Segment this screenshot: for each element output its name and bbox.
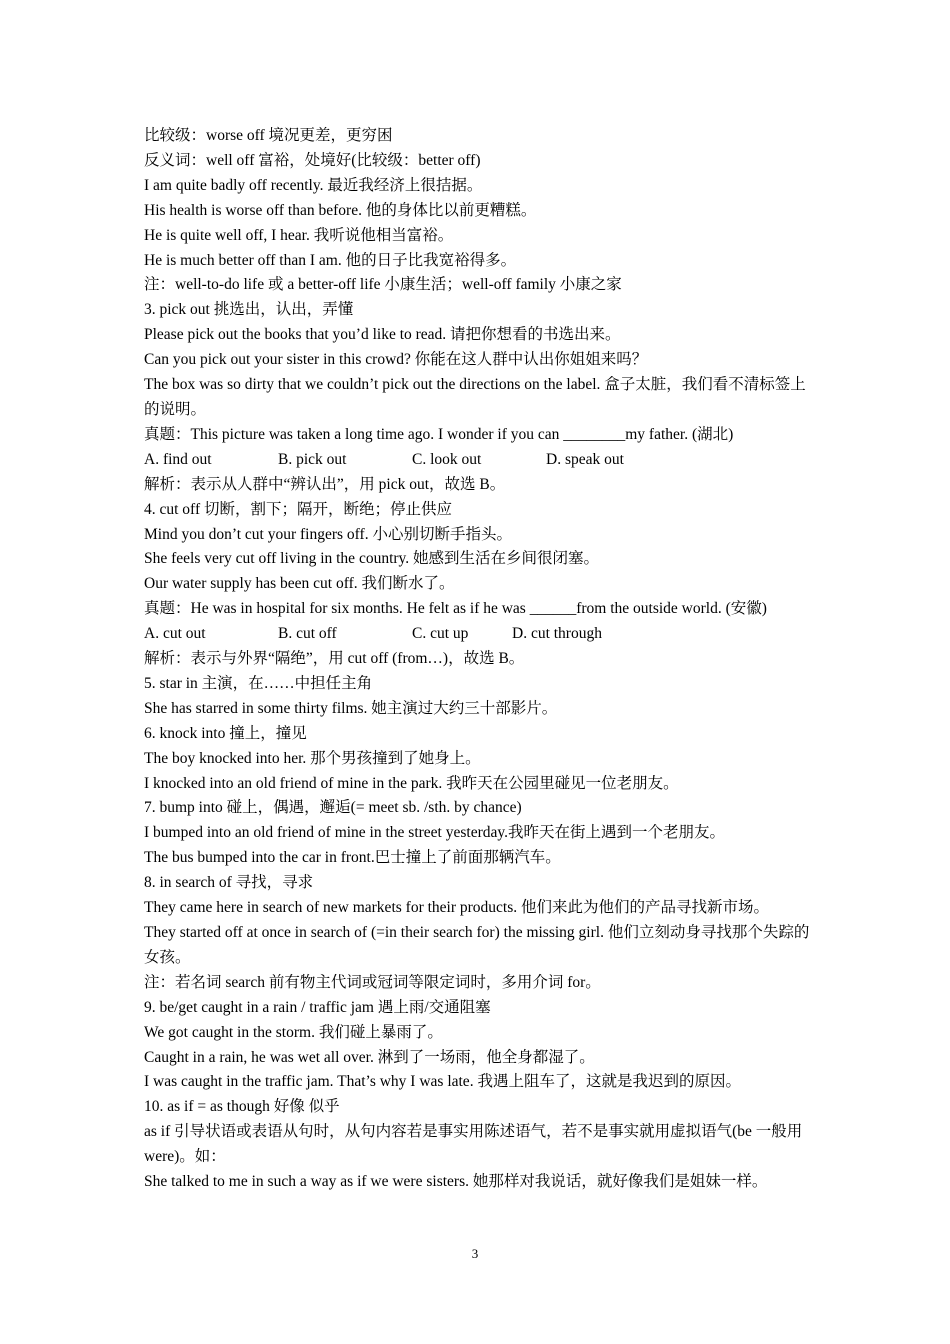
option-a: A. find out	[144, 450, 212, 468]
text-line: Please pick out the books that you’d like to read. 请把你想看的书选出来。	[144, 326, 621, 344]
text-line: The bus bumped into the car in front.巴士撞上了前面那辆汽车。	[144, 849, 561, 867]
text-line: Caught in a rain, he was wet all over. 淋到了一场雨，他全身都湿了。	[144, 1048, 595, 1066]
text-line: I bumped into an old friend of mine in the street yesterday.我昨天在街上遇到一个老朋友。	[144, 824, 726, 842]
text-line: Can you pick out your sister in this crowd? 你能在这人群中认出你姐姐来吗？	[144, 351, 648, 369]
answer-options	[144, 622, 816, 647]
text-line: The box was so dirty that we couldn’t pick out the directions on the label. 盒子太脏，我们看不清标签上的说明。	[144, 376, 806, 418]
text-line: 反义词：well off 富裕，处境好(比较级：better off)	[144, 151, 481, 169]
exam-question: 真题：He was in hospital for six months. He felt as if he was ______from the outside world. (安徽)	[144, 600, 767, 618]
text-line: The boy knocked into her. 那个男孩撞到了她身上。	[144, 749, 481, 767]
document-body	[144, 124, 816, 1195]
text-line: They started off at once in search of (=in their search for) the missing girl. 他们立刻动身寻找那个失踪的女孩。	[144, 924, 810, 966]
section-heading: 3. pick out 挑选出，认出，弄懂	[144, 301, 354, 319]
explanation-line: 解析：表示与外界“隔绝”，用 cut off (from…)，故选 B。	[144, 650, 525, 668]
text-line: They came here in search of new markets for their products. 他们来此为他们的产品寻找新市场。	[144, 899, 770, 917]
section-heading: 7. bump into 碰上，偶遇，邂逅(= meet sb. /sth. by chance)	[144, 799, 522, 817]
section-heading: 8. in search of 寻找，寻求	[144, 874, 314, 892]
text-line: She has starred in some thirty films. 她主演过大约三十部影片。	[144, 699, 558, 717]
text-line: I am quite badly off recently. 最近我经济上很拮据。	[144, 176, 483, 194]
text-line: He is quite well off, I hear. 我听说他相当富裕。	[144, 226, 454, 244]
section-heading: 4. cut off 切断，割下；隔开，断绝；停止供应	[144, 500, 452, 518]
option-c: C. cut up	[412, 625, 469, 643]
text-line: Mind you don’t cut your fingers off. 小心别切断手指头。	[144, 525, 512, 543]
option-b: B. cut off	[278, 625, 337, 643]
text-line: We got caught in the storm. 我们碰上暴雨了。	[144, 1023, 443, 1041]
note-line: 注：well-to-do life 或 a better-off life 小康生活；well-off family 小康之家	[144, 276, 622, 294]
option-a: A. cut out	[144, 625, 206, 643]
section-heading: 10. as if = as though 好像 似乎	[144, 1098, 340, 1116]
text-line: as if 引导状语或表语从句时，从句内容若是事实用陈述语气，若不是事实就用虚拟语气(be 一般用 were)。如：	[144, 1123, 807, 1166]
text-line: I was caught in the traffic jam. That’s why I was late. 我遇上阻车了，这就是我迟到的原因。	[144, 1073, 741, 1091]
section-heading: 6. knock into 撞上，撞见	[144, 724, 307, 742]
text-line: She feels very cut off living in the country. 她感到生活在乡间很闭塞。	[144, 550, 600, 568]
section-heading: 9. be/get caught in a rain / traffic jam 遇上雨/交通阻塞	[144, 998, 491, 1016]
answer-options	[144, 448, 816, 473]
text-line: I knocked into an old friend of mine in the park. 我昨天在公园里碰见一位老朋友。	[144, 774, 679, 792]
explanation-line: 解析：表示从人群中“辨认出”，用 pick out，故选 B。	[144, 475, 506, 493]
text-line: Our water supply has been cut off. 我们断水了。	[144, 575, 455, 593]
option-b: B. pick out	[278, 450, 347, 468]
text-line: His health is worse off than before. 他的身体比以前更糟糕。	[144, 201, 537, 219]
note-line: 注：若名词 search 前有物主代词或冠词等限定词时，多用介词 for。	[144, 973, 601, 991]
text-line: She talked to me in such a way as if we were sisters. 她那样对我说话，就好像我们是姐妹一样。	[144, 1173, 768, 1191]
text-line: 比较级：worse off 境况更差，更穷困	[144, 127, 393, 144]
option-d: D. cut through	[512, 625, 602, 643]
option-c: C. look out	[412, 450, 482, 468]
option-d: D. speak out	[546, 450, 624, 468]
text-line: He is much better off than I am. 他的日子比我宽裕得多。	[144, 251, 517, 269]
page-number: 3	[471, 1246, 479, 1261]
section-heading: 5. star in 主演，在……中担任主角	[144, 674, 373, 692]
exam-question: 真题：This picture was taken a long time ago. I wonder if you can ________my father. (湖北)	[144, 425, 734, 443]
